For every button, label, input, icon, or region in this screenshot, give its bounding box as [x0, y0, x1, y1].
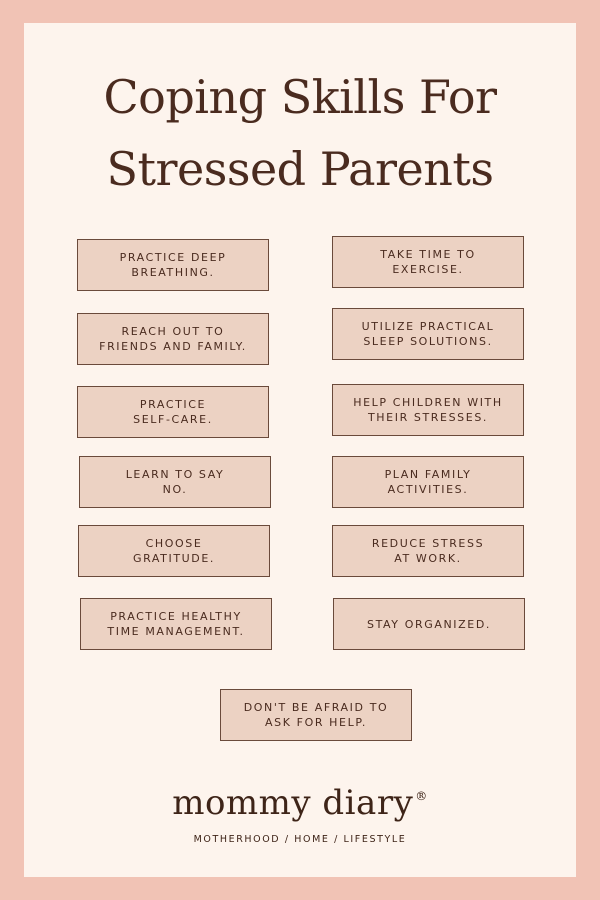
tip-time-management: PRACTICE HEALTHY TIME MANAGEMENT. [80, 598, 272, 650]
tip-self-care: PRACTICE SELF-CARE. [77, 386, 269, 438]
brand-tagline: MOTHERHOOD / HOME / LIFESTYLE [193, 834, 407, 845]
infographic-card [24, 23, 576, 877]
tip-sleep-solutions: UTILIZE PRACTICAL SLEEP SOLUTIONS. [332, 308, 524, 360]
tip-reach-out: REACH OUT TO FRIENDS AND FAMILY. [77, 313, 269, 365]
brand-logo [24, 783, 576, 823]
tip-reduce-stress: REDUCE STRESS AT WORK. [332, 525, 524, 577]
tip-ask-for-help: DON'T BE AFRAID TO ASK FOR HELP. [220, 689, 412, 741]
tip-stay-organized: STAY ORGANIZED. [333, 598, 525, 650]
tip-help-children: HELP CHILDREN WITH THEIR STRESSES. [332, 384, 524, 436]
tip-say-no: LEARN TO SAY NO. [79, 456, 271, 508]
tip-exercise: TAKE TIME TO EXERCISE. [332, 236, 524, 288]
registered-mark: ® [415, 789, 428, 803]
tip-family-activities: PLAN FAMILY ACTIVITIES. [332, 456, 524, 508]
brand-name: mommy diary [172, 783, 414, 823]
tip-deep-breathing: PRACTICE DEEP BREATHING. [77, 239, 269, 291]
title-line-1: Coping Skills For [103, 70, 497, 124]
title-line-2: Stressed Parents [106, 142, 494, 196]
tip-gratitude: CHOOSE GRATITUDE. [78, 525, 270, 577]
